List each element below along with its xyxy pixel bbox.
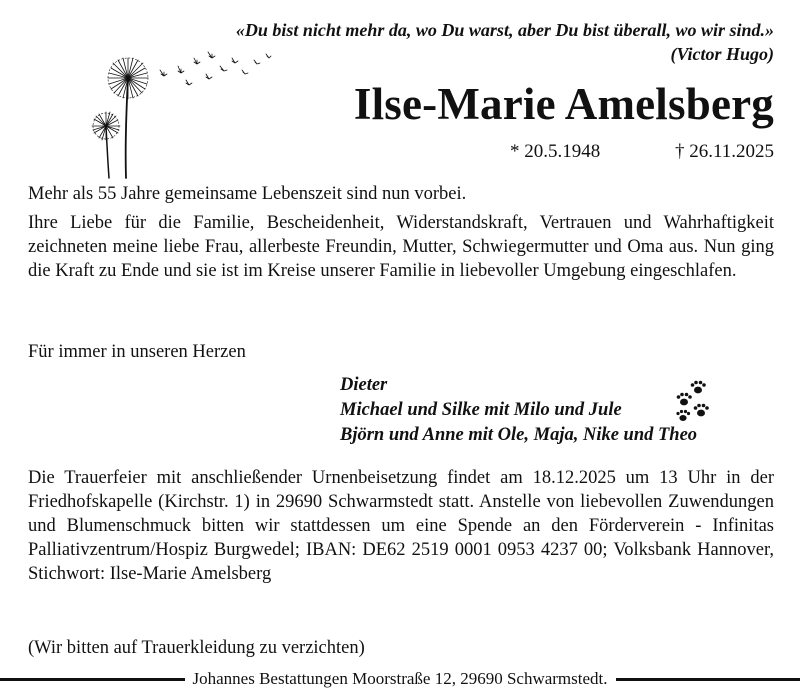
intro-paragraph: Mehr als 55 Jahre gemeinsame Lebenszeit sind nun vorbei. [28,184,467,204]
death-date: † 26.11.2025 [674,141,774,162]
footer-rule-left [0,678,185,681]
in-our-hearts-line: Für immer in unseren Herzen [28,342,246,362]
main-paragraph: Ihre Liebe für die Familie, Bescheidenheit, Widerstandskraft, Vertrauen und Wahrhaftigkeit zeichneten meine liebe Frau, allerbeste Freundin, Mutter, Schwiegermutter und Oma aus. Nun ging die Kraft zu Ende und sie ist im Kreise unserer Familie in liebevoller Umgebung eingeschlafen. [28,213,774,281]
paw-prints-icon [672,380,714,422]
footer [0,667,800,691]
quote-text: «Du bist nicht mehr da, wo Du warst, aber Du bist überall, wo wir sind.» [235,20,774,40]
footer-rule-right [616,678,800,681]
quote [236,18,774,66]
dress-code-note: (Wir bitten auf Trauerkleidung zu verzichten) [28,638,365,658]
deceased-name: Ilse-Marie Amelsberg [353,79,774,129]
family-member: Dieter [340,375,388,395]
quote-author: (Victor Hugo) [670,44,774,64]
family-list [340,373,697,448]
family-member: Michael und Silke mit Milo und Jule [340,400,622,420]
birth-date: * 20.5.1948 [510,141,601,162]
funeral-paragraph: Die Trauerfeier mit anschließender Urnenbeisetzung findet am 18.12.2025 um 13 Uhr in der Friedhofskapelle (Kirchstr. 1) in 29690 Schwarmstedt statt. Anstelle von liebevollen Zuwendungen und Blumenschmuck bitten wir stattdessen um eine Spende an den Förderverein - Infinitas Palliativzentrum/Hospiz Burgwedel; IBAN: DE62 2519 0001 0953 4237 00; Volksbank Hannover, Stichwort: Ilse-Marie Amelsberg [28,468,774,584]
funeral-home-line: Johannes Bestattungen Moorstraße 12, 29690 Schwarmstedt. [192,669,608,688]
dandelion-icon [82,46,282,180]
family-member: Björn und Anne mit Ole, Maja, Nike und Theo [340,425,698,445]
